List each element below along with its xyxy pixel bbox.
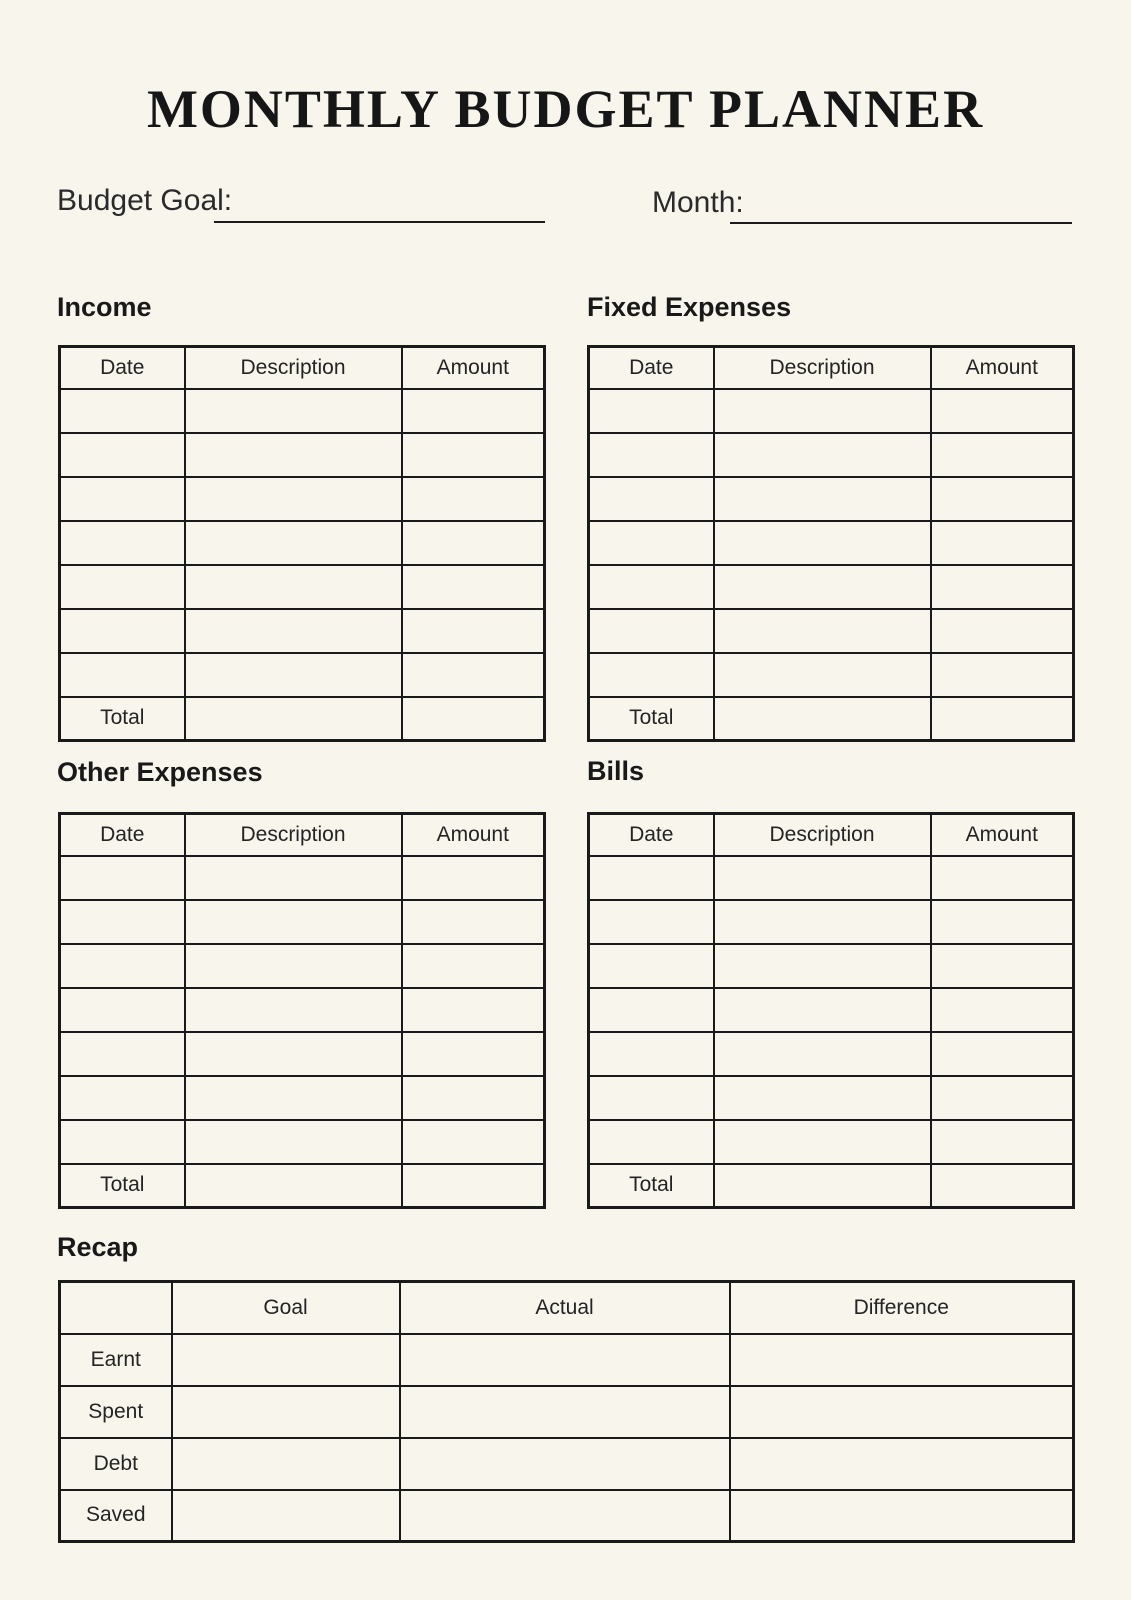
empty-cell — [589, 565, 714, 609]
empty-cell — [931, 521, 1074, 565]
budget-goal-label: Budget Goal: — [57, 184, 233, 217]
column-header-blank — [60, 1282, 172, 1334]
empty-cell — [60, 433, 185, 477]
section-title-income: Income — [57, 292, 152, 322]
table-row — [589, 1120, 1074, 1164]
empty-cell — [931, 389, 1074, 433]
empty-cell — [402, 565, 545, 609]
empty-cell — [60, 1076, 185, 1120]
total-row — [589, 697, 1074, 741]
empty-cell — [714, 697, 931, 741]
empty-cell — [931, 1164, 1074, 1208]
empty-cell — [714, 433, 931, 477]
empty-cell — [730, 1438, 1074, 1490]
empty-cell — [589, 1032, 714, 1076]
table-row — [589, 988, 1074, 1032]
empty-cell — [402, 1164, 545, 1208]
empty-cell — [589, 433, 714, 477]
header-row — [60, 814, 545, 856]
column-header-amount: Amount — [931, 814, 1074, 856]
empty-cell — [185, 653, 402, 697]
table-row — [589, 433, 1074, 477]
column-header-date: Date — [589, 347, 714, 389]
empty-cell — [60, 944, 185, 988]
table-row — [60, 653, 545, 697]
other-expenses-table — [58, 812, 546, 1209]
empty-cell — [931, 697, 1074, 741]
empty-cell — [402, 433, 545, 477]
empty-cell — [714, 1032, 931, 1076]
column-header-date: Date — [60, 814, 185, 856]
header-row — [589, 814, 1074, 856]
empty-cell — [931, 565, 1074, 609]
empty-cell — [185, 609, 402, 653]
month-blank-line — [730, 222, 1072, 224]
empty-cell — [172, 1334, 400, 1386]
header-row — [60, 1282, 1074, 1334]
empty-cell — [714, 521, 931, 565]
recap-table — [58, 1280, 1075, 1543]
table-row — [589, 521, 1074, 565]
row-label-spent: Spent — [60, 1386, 172, 1438]
table-row — [60, 1438, 1074, 1490]
table-row — [589, 653, 1074, 697]
empty-cell — [931, 944, 1074, 988]
section-title-fixed-expenses: Fixed Expenses — [587, 292, 792, 322]
empty-cell — [714, 856, 931, 900]
empty-cell — [60, 1120, 185, 1164]
empty-cell — [714, 477, 931, 521]
empty-cell — [402, 389, 545, 433]
header-row — [60, 347, 545, 389]
empty-cell — [589, 1076, 714, 1120]
empty-cell — [185, 1032, 402, 1076]
row-label-debt: Debt — [60, 1438, 172, 1490]
table-row — [589, 900, 1074, 944]
table-row — [589, 389, 1074, 433]
empty-cell — [402, 944, 545, 988]
empty-cell — [931, 477, 1074, 521]
empty-cell — [60, 988, 185, 1032]
column-header-actual: Actual — [400, 1282, 730, 1334]
empty-cell — [402, 697, 545, 741]
empty-cell — [185, 697, 402, 741]
empty-cell — [60, 856, 185, 900]
budget-goal-blank-line — [214, 221, 545, 223]
empty-cell — [185, 477, 402, 521]
empty-cell — [402, 856, 545, 900]
empty-cell — [400, 1490, 730, 1542]
table-row — [60, 1032, 545, 1076]
empty-cell — [185, 565, 402, 609]
empty-cell — [185, 988, 402, 1032]
empty-cell — [931, 988, 1074, 1032]
total-label: Total — [60, 1164, 185, 1208]
empty-cell — [589, 389, 714, 433]
empty-cell — [402, 609, 545, 653]
empty-cell — [714, 565, 931, 609]
empty-cell — [714, 988, 931, 1032]
empty-cell — [730, 1386, 1074, 1438]
empty-cell — [60, 565, 185, 609]
empty-cell — [402, 653, 545, 697]
empty-cell — [60, 609, 185, 653]
table-row — [60, 389, 545, 433]
total-row — [60, 1164, 545, 1208]
empty-cell — [185, 1076, 402, 1120]
empty-cell — [185, 1164, 402, 1208]
empty-cell — [400, 1334, 730, 1386]
table-row — [60, 609, 545, 653]
column-header-goal: Goal — [172, 1282, 400, 1334]
row-label-saved: Saved — [60, 1490, 172, 1542]
table-row — [60, 521, 545, 565]
table-row — [589, 856, 1074, 900]
empty-cell — [931, 609, 1074, 653]
table-row — [60, 988, 545, 1032]
month-label: Month: — [652, 186, 744, 219]
empty-cell — [185, 1120, 402, 1164]
empty-cell — [714, 389, 931, 433]
table-row — [60, 565, 545, 609]
empty-cell — [60, 477, 185, 521]
section-title-recap: Recap — [57, 1232, 139, 1262]
empty-cell — [589, 900, 714, 944]
empty-cell — [60, 653, 185, 697]
fixed-expenses-table — [587, 345, 1075, 742]
table-row — [60, 1076, 545, 1120]
row-label-earnt: Earnt — [60, 1334, 172, 1386]
empty-cell — [185, 389, 402, 433]
empty-cell — [185, 944, 402, 988]
empty-cell — [589, 856, 714, 900]
empty-cell — [931, 1120, 1074, 1164]
empty-cell — [931, 1032, 1074, 1076]
table-row — [589, 609, 1074, 653]
empty-cell — [730, 1334, 1074, 1386]
empty-cell — [60, 389, 185, 433]
empty-cell — [589, 477, 714, 521]
empty-cell — [402, 1032, 545, 1076]
column-header-description: Description — [185, 347, 402, 389]
table-row — [60, 1386, 1074, 1438]
section-title-bills: Bills — [587, 756, 645, 786]
empty-cell — [714, 1120, 931, 1164]
table-row — [589, 1032, 1074, 1076]
empty-cell — [714, 1076, 931, 1120]
table-row — [60, 1120, 545, 1164]
empty-cell — [402, 477, 545, 521]
table-row — [60, 856, 545, 900]
empty-cell — [714, 653, 931, 697]
column-header-difference: Difference — [730, 1282, 1074, 1334]
income-table — [58, 345, 546, 742]
table-row — [60, 433, 545, 477]
empty-cell — [172, 1386, 400, 1438]
total-label: Total — [589, 1164, 714, 1208]
empty-cell — [589, 1120, 714, 1164]
section-title-other-expenses: Other Expenses — [57, 757, 263, 787]
total-row — [60, 697, 545, 741]
empty-cell — [589, 521, 714, 565]
total-row — [589, 1164, 1074, 1208]
empty-cell — [402, 1076, 545, 1120]
empty-cell — [714, 944, 931, 988]
table-row — [60, 944, 545, 988]
empty-cell — [185, 521, 402, 565]
column-header-amount: Amount — [402, 347, 545, 389]
column-header-date: Date — [589, 814, 714, 856]
empty-cell — [402, 900, 545, 944]
empty-cell — [402, 521, 545, 565]
empty-cell — [402, 988, 545, 1032]
column-header-amount: Amount — [931, 347, 1074, 389]
table-row — [589, 1076, 1074, 1120]
empty-cell — [714, 1164, 931, 1208]
column-header-date: Date — [60, 347, 185, 389]
empty-cell — [172, 1438, 400, 1490]
empty-cell — [60, 1032, 185, 1076]
empty-cell — [402, 1120, 545, 1164]
table-row — [60, 477, 545, 521]
empty-cell — [60, 521, 185, 565]
header-row — [589, 347, 1074, 389]
empty-cell — [589, 653, 714, 697]
empty-cell — [931, 900, 1074, 944]
empty-cell — [714, 900, 931, 944]
total-label: Total — [589, 697, 714, 741]
empty-cell — [931, 856, 1074, 900]
empty-cell — [400, 1438, 730, 1490]
empty-cell — [185, 900, 402, 944]
table-row — [60, 1334, 1074, 1386]
empty-cell — [60, 900, 185, 944]
page-title: MONTHLY BUDGET PLANNER — [146, 79, 985, 139]
empty-cell — [589, 988, 714, 1032]
table-row — [589, 565, 1074, 609]
table-row — [60, 900, 545, 944]
table-row — [60, 1490, 1074, 1542]
total-label: Total — [60, 697, 185, 741]
empty-cell — [931, 653, 1074, 697]
empty-cell — [730, 1490, 1074, 1542]
bills-table — [587, 812, 1075, 1209]
column-header-amount: Amount — [402, 814, 545, 856]
column-header-description: Description — [714, 347, 931, 389]
empty-cell — [714, 609, 931, 653]
empty-cell — [589, 944, 714, 988]
empty-cell — [931, 433, 1074, 477]
empty-cell — [931, 1076, 1074, 1120]
empty-cell — [185, 856, 402, 900]
empty-cell — [589, 609, 714, 653]
column-header-description: Description — [185, 814, 402, 856]
column-header-description: Description — [714, 814, 931, 856]
empty-cell — [400, 1386, 730, 1438]
table-row — [589, 477, 1074, 521]
table-row — [589, 944, 1074, 988]
empty-cell — [172, 1490, 400, 1542]
empty-cell — [185, 433, 402, 477]
